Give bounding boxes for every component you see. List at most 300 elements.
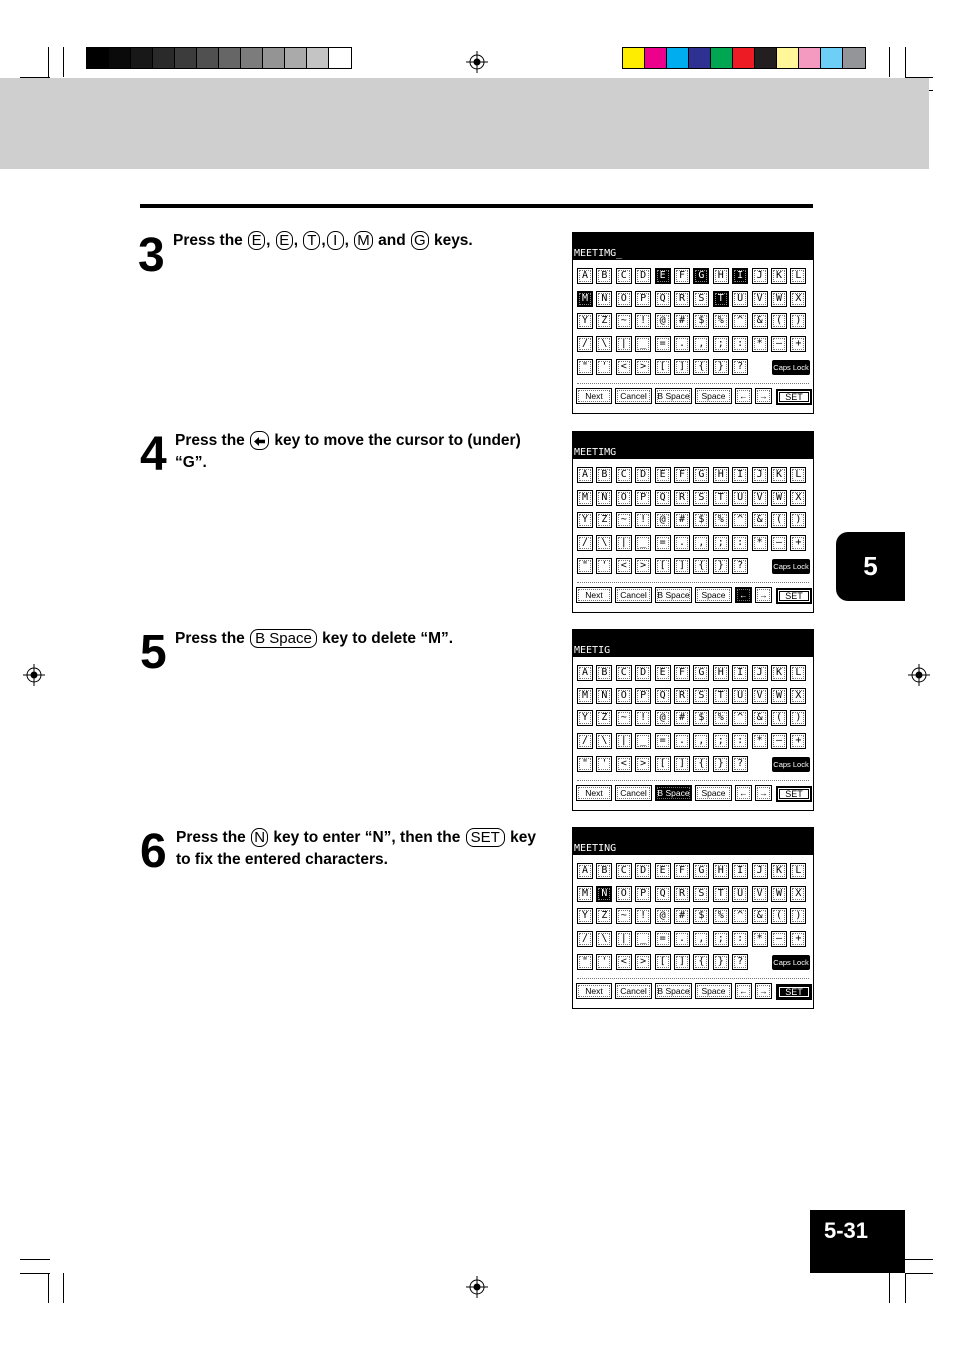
key-button[interactable]: Y: [577, 313, 593, 329]
key-button[interactable]: +: [790, 535, 806, 551]
key-button[interactable]: A: [577, 665, 593, 681]
step-number: 3: [138, 229, 163, 282]
entered-text: MEETIG: [574, 645, 611, 656]
next-button[interactable]: Next: [576, 587, 612, 603]
color-swatch: [799, 48, 821, 68]
key-button[interactable]: +: [790, 931, 806, 947]
key-button[interactable]: J: [752, 665, 768, 681]
key-button[interactable]: .: [674, 336, 690, 352]
key-button[interactable]: {: [693, 359, 709, 375]
key-button[interactable]: H: [713, 863, 729, 879]
key-button[interactable]: [: [655, 954, 671, 970]
set-button[interactable]: SET: [776, 389, 812, 405]
key-button[interactable]: P: [635, 688, 651, 704]
key-button[interactable]: >: [635, 558, 651, 574]
key-button[interactable]: >: [635, 756, 651, 772]
key-button[interactable]: }: [713, 359, 729, 375]
key-button[interactable]: —: [771, 336, 787, 352]
key-button[interactable]: {: [693, 558, 709, 574]
key-button[interactable]: H: [713, 665, 729, 681]
key-button[interactable]: ': [596, 558, 612, 574]
key-button[interactable]: ,: [693, 535, 709, 551]
key-button[interactable]: ': [596, 954, 612, 970]
key-button[interactable]: ;: [713, 535, 729, 551]
key-button[interactable]: $: [693, 710, 709, 726]
key-button[interactable]: W: [771, 490, 787, 506]
key-button[interactable]: D: [635, 665, 651, 681]
key-button[interactable]: ,: [693, 733, 709, 749]
gray-swatch: [131, 48, 153, 68]
key-button[interactable]: +: [790, 336, 806, 352]
key-button[interactable]: S: [693, 886, 709, 902]
b-space-button[interactable]: B Space: [655, 983, 692, 999]
key-button[interactable]: P: [635, 291, 651, 307]
key-button[interactable]: B: [596, 665, 612, 681]
key-button[interactable]: F: [674, 863, 690, 879]
key-button[interactable]: ~: [616, 710, 632, 726]
key-button[interactable]: .: [674, 931, 690, 947]
color-swatch: [777, 48, 799, 68]
cancel-button[interactable]: Cancel: [615, 983, 652, 999]
key-button[interactable]: F: [674, 467, 690, 483]
key-button[interactable]: &: [752, 908, 768, 924]
key-button[interactable]: {: [693, 954, 709, 970]
key-button[interactable]: O: [616, 291, 632, 307]
key-button[interactable]: ;: [713, 336, 729, 352]
key-button[interactable]: =: [655, 336, 671, 352]
key-button[interactable]: $: [693, 512, 709, 528]
key-button[interactable]: C: [616, 268, 632, 284]
key-button[interactable]: #: [674, 313, 690, 329]
key-button[interactable]: (: [771, 313, 787, 329]
b-space-button[interactable]: B Space: [655, 587, 692, 603]
left-arrow-button[interactable]: ←: [735, 587, 752, 603]
key-button[interactable]: T: [713, 688, 729, 704]
key-button[interactable]: /: [577, 535, 593, 551]
key-button[interactable]: %: [713, 512, 729, 528]
key-button[interactable]: +: [790, 733, 806, 749]
key-button[interactable]: &: [752, 512, 768, 528]
screen-step-4: [572, 431, 814, 613]
key-button[interactable]: \: [596, 535, 612, 551]
key-button[interactable]: ': [596, 756, 612, 772]
step-number: 6: [140, 825, 165, 878]
key-button[interactable]: A: [577, 268, 593, 284]
key-button[interactable]: @: [655, 512, 671, 528]
key-button[interactable]: ;: [713, 733, 729, 749]
key-button[interactable]: Q: [655, 490, 671, 506]
key-button[interactable]: #: [674, 908, 690, 924]
b-space-button[interactable]: B Space: [655, 785, 692, 801]
key-button[interactable]: Z: [596, 710, 612, 726]
key-button[interactable]: }: [713, 558, 729, 574]
key-button[interactable]: S: [693, 688, 709, 704]
key-button[interactable]: Y: [577, 908, 593, 924]
key-button[interactable]: ]: [674, 954, 690, 970]
key-button[interactable]: Q: [655, 688, 671, 704]
text: key to delete “M”.: [317, 630, 454, 647]
key-button[interactable]: |: [616, 931, 632, 947]
section-rule: [140, 204, 813, 208]
key-button[interactable]: J: [752, 467, 768, 483]
key-button[interactable]: V: [752, 886, 768, 902]
key-button[interactable]: ?: [732, 756, 748, 772]
caps-lock-button[interactable]: Caps Lock: [772, 757, 810, 772]
key-button[interactable]: _: [635, 535, 651, 551]
key-button[interactable]: ": [577, 558, 593, 574]
color-swatch: [821, 48, 843, 68]
key-button[interactable]: F: [674, 268, 690, 284]
text: Press the: [175, 432, 250, 449]
key-button[interactable]: <: [616, 954, 632, 970]
key-button[interactable]: (: [771, 908, 787, 924]
key-button[interactable]: G: [693, 268, 709, 284]
key-button[interactable]: _: [635, 931, 651, 947]
key-button[interactable]: &: [752, 710, 768, 726]
key-button[interactable]: }: [713, 954, 729, 970]
key-button[interactable]: %: [713, 908, 729, 924]
key-button[interactable]: Q: [655, 886, 671, 902]
key-button[interactable]: \: [596, 733, 612, 749]
key-button[interactable]: !: [635, 710, 651, 726]
screen-step-6: [572, 827, 814, 1009]
key-button[interactable]: M: [577, 291, 593, 307]
key-button[interactable]: ,: [693, 931, 709, 947]
key-button[interactable]: ): [790, 512, 806, 528]
key-button[interactable]: .: [674, 535, 690, 551]
left-arrow-button[interactable]: ←: [735, 983, 752, 999]
key-button[interactable]: Y: [577, 710, 593, 726]
cancel-button[interactable]: Cancel: [615, 388, 652, 404]
text: Press the: [176, 829, 251, 846]
key-button[interactable]: E: [655, 467, 671, 483]
caps-lock-button[interactable]: Caps Lock: [772, 955, 810, 970]
key-button[interactable]: J: [752, 268, 768, 284]
key-button[interactable]: /: [577, 931, 593, 947]
key-button[interactable]: *: [752, 733, 768, 749]
key-button[interactable]: ,: [693, 336, 709, 352]
caps-lock-button[interactable]: Caps Lock: [772, 559, 810, 574]
grayscale-bar: [86, 47, 352, 69]
text: ,: [293, 232, 303, 249]
key-button[interactable]: >: [635, 954, 651, 970]
color-swatch: [733, 48, 755, 68]
key-button[interactable]: U: [732, 291, 748, 307]
text: “G”.: [175, 454, 207, 471]
key-button[interactable]: =: [655, 931, 671, 947]
key-button[interactable]: $: [693, 313, 709, 329]
space-button[interactable]: Space: [695, 785, 732, 801]
key-button[interactable]: .: [674, 733, 690, 749]
key-button[interactable]: W: [771, 688, 787, 704]
key-button[interactable]: P: [635, 490, 651, 506]
key-button[interactable]: B: [596, 863, 612, 879]
text: key to enter “N”, then the: [269, 829, 465, 846]
key-button[interactable]: *: [752, 535, 768, 551]
key-button[interactable]: C: [616, 467, 632, 483]
key-button[interactable]: P: [635, 886, 651, 902]
key-button[interactable]: >: [635, 359, 651, 375]
key-button[interactable]: [: [655, 558, 671, 574]
input-display: [573, 828, 813, 855]
space-button[interactable]: Space: [695, 983, 732, 999]
key-button[interactable]: U: [732, 490, 748, 506]
key-button[interactable]: L: [790, 467, 806, 483]
key-button[interactable]: Y: [577, 512, 593, 528]
key-button[interactable]: U: [732, 886, 748, 902]
key-button[interactable]: ~: [616, 313, 632, 329]
key-button[interactable]: K: [771, 665, 787, 681]
key-button[interactable]: K: [771, 863, 787, 879]
key-button[interactable]: L: [790, 665, 806, 681]
key-button[interactable]: #: [674, 512, 690, 528]
key-button[interactable]: O: [616, 886, 632, 902]
key-button[interactable]: —: [771, 931, 787, 947]
key-button[interactable]: /: [577, 733, 593, 749]
key-button[interactable]: M: [577, 688, 593, 704]
gray-swatch: [109, 48, 131, 68]
key-button[interactable]: ": [577, 954, 593, 970]
key-button[interactable]: :: [732, 931, 748, 947]
key-button[interactable]: ^: [732, 710, 748, 726]
key-button[interactable]: ;: [713, 931, 729, 947]
key-set: SET: [466, 828, 505, 847]
key-button[interactable]: ~: [616, 512, 632, 528]
left-arrow-button[interactable]: ←: [735, 785, 752, 801]
key-button[interactable]: \: [596, 336, 612, 352]
key-button[interactable]: :: [732, 733, 748, 749]
entered-text: MEETING: [574, 843, 617, 854]
key-button[interactable]: L: [790, 863, 806, 879]
key-button[interactable]: M: [577, 886, 593, 902]
right-arrow-button[interactable]: →: [755, 587, 772, 603]
key-button[interactable]: \: [596, 931, 612, 947]
key-button[interactable]: /: [577, 336, 593, 352]
key-button[interactable]: ]: [674, 756, 690, 772]
key-n: N: [251, 828, 268, 847]
text: ,: [321, 232, 326, 249]
key-button[interactable]: Z: [596, 512, 612, 528]
key-button[interactable]: N: [596, 886, 612, 902]
key-button[interactable]: N: [596, 688, 612, 704]
key-button[interactable]: C: [616, 665, 632, 681]
step-3-text: [173, 230, 473, 252]
key-button[interactable]: X: [790, 886, 806, 902]
key-button[interactable]: S: [693, 490, 709, 506]
key-button[interactable]: D: [635, 467, 651, 483]
key-button[interactable]: ?: [732, 558, 748, 574]
key-button[interactable]: T: [713, 490, 729, 506]
key-button[interactable]: |: [616, 733, 632, 749]
key-button[interactable]: G: [693, 467, 709, 483]
key-button[interactable]: E: [655, 863, 671, 879]
gray-swatch: [307, 48, 329, 68]
key-button[interactable]: =: [655, 535, 671, 551]
set-button[interactable]: SET: [776, 984, 812, 1000]
key-button[interactable]: N: [596, 291, 612, 307]
key-button[interactable]: Z: [596, 908, 612, 924]
key-button[interactable]: _: [635, 733, 651, 749]
key-button[interactable]: ]: [674, 359, 690, 375]
key-button[interactable]: —: [771, 535, 787, 551]
key-button[interactable]: ): [790, 313, 806, 329]
key-button[interactable]: O: [616, 490, 632, 506]
divider: [577, 383, 809, 384]
key-button[interactable]: V: [752, 688, 768, 704]
key-button[interactable]: S: [693, 291, 709, 307]
key-button[interactable]: X: [790, 490, 806, 506]
gray-swatch: [219, 48, 241, 68]
key-button[interactable]: I: [732, 863, 748, 879]
key-button[interactable]: *: [752, 931, 768, 947]
key-button[interactable]: T: [713, 886, 729, 902]
key-button[interactable]: <: [616, 558, 632, 574]
key-button[interactable]: R: [674, 490, 690, 506]
left-arrow-icon: [250, 431, 269, 450]
left-arrow-button[interactable]: ←: [735, 388, 752, 404]
key-button[interactable]: W: [771, 886, 787, 902]
key-button[interactable]: G: [693, 665, 709, 681]
key-button[interactable]: !: [635, 512, 651, 528]
key-button[interactable]: *: [752, 336, 768, 352]
key-button[interactable]: |: [616, 336, 632, 352]
key-e: E: [276, 231, 293, 250]
caps-lock-button[interactable]: Caps Lock: [772, 360, 810, 375]
key-button[interactable]: Q: [655, 291, 671, 307]
key-button[interactable]: ?: [732, 359, 748, 375]
set-button[interactable]: SET: [776, 588, 812, 604]
key-button[interactable]: D: [635, 268, 651, 284]
space-button[interactable]: Space: [695, 388, 732, 404]
key-button[interactable]: —: [771, 733, 787, 749]
key-button[interactable]: K: [771, 467, 787, 483]
key-button[interactable]: :: [732, 535, 748, 551]
key-button[interactable]: N: [596, 490, 612, 506]
screen-step-5: [572, 629, 814, 811]
key-button[interactable]: D: [635, 863, 651, 879]
key-button[interactable]: X: [790, 291, 806, 307]
key-button[interactable]: $: [693, 908, 709, 924]
key-button[interactable]: #: [674, 710, 690, 726]
key-button[interactable]: @: [655, 313, 671, 329]
key-button[interactable]: [: [655, 359, 671, 375]
key-button[interactable]: A: [577, 467, 593, 483]
input-display: [573, 233, 813, 260]
key-button[interactable]: &: [752, 313, 768, 329]
key-button[interactable]: I: [732, 467, 748, 483]
right-arrow-button[interactable]: →: [755, 388, 772, 404]
key-button[interactable]: O: [616, 688, 632, 704]
key-button[interactable]: %: [713, 313, 729, 329]
key-button[interactable]: }: [713, 756, 729, 772]
key-button[interactable]: J: [752, 863, 768, 879]
text: Press the: [175, 630, 250, 647]
key-button[interactable]: _: [635, 336, 651, 352]
key-button[interactable]: ^: [732, 908, 748, 924]
key-button[interactable]: ): [790, 710, 806, 726]
key-button[interactable]: |: [616, 535, 632, 551]
key-button[interactable]: @: [655, 710, 671, 726]
key-button[interactable]: ?: [732, 954, 748, 970]
divider: [577, 978, 809, 979]
key-button[interactable]: U: [732, 688, 748, 704]
key-button[interactable]: =: [655, 733, 671, 749]
key-button[interactable]: ]: [674, 558, 690, 574]
key-button[interactable]: (: [771, 710, 787, 726]
cancel-button[interactable]: Cancel: [615, 587, 652, 603]
key-button[interactable]: <: [616, 756, 632, 772]
right-arrow-button[interactable]: →: [755, 785, 772, 801]
key-button[interactable]: L: [790, 268, 806, 284]
right-arrow-button[interactable]: →: [755, 983, 772, 999]
key-button[interactable]: R: [674, 291, 690, 307]
key-button[interactable]: I: [732, 665, 748, 681]
key-button[interactable]: T: [713, 291, 729, 307]
next-button[interactable]: Next: [576, 983, 612, 999]
gray-swatch: [175, 48, 197, 68]
key-button[interactable]: R: [674, 886, 690, 902]
key-button[interactable]: ): [790, 908, 806, 924]
key-button[interactable]: G: [693, 863, 709, 879]
registration-mark-icon: [466, 51, 488, 73]
key-button[interactable]: !: [635, 908, 651, 924]
key-button[interactable]: E: [655, 268, 671, 284]
key-button[interactable]: B: [596, 467, 612, 483]
key-button[interactable]: V: [752, 291, 768, 307]
key-button[interactable]: E: [655, 665, 671, 681]
step-number: 5: [140, 626, 165, 679]
key-button[interactable]: :: [732, 336, 748, 352]
key-button[interactable]: Z: [596, 313, 612, 329]
b-space-button[interactable]: B Space: [655, 388, 692, 404]
key-button[interactable]: M: [577, 490, 593, 506]
key-button[interactable]: !: [635, 313, 651, 329]
key-button[interactable]: H: [713, 467, 729, 483]
screen-step-3: [572, 232, 814, 414]
key-button[interactable]: @: [655, 908, 671, 924]
color-swatch: [667, 48, 689, 68]
key-button[interactable]: ': [596, 359, 612, 375]
key-button[interactable]: W: [771, 291, 787, 307]
key-button[interactable]: %: [713, 710, 729, 726]
key-button[interactable]: V: [752, 490, 768, 506]
key-button[interactable]: B: [596, 268, 612, 284]
key-button[interactable]: ": [577, 756, 593, 772]
key-button[interactable]: ": [577, 359, 593, 375]
key-button[interactable]: ^: [732, 313, 748, 329]
key-button[interactable]: ~: [616, 908, 632, 924]
key-button[interactable]: C: [616, 863, 632, 879]
key-button[interactable]: R: [674, 688, 690, 704]
next-button[interactable]: Next: [576, 785, 612, 801]
key-button[interactable]: ^: [732, 512, 748, 528]
space-button[interactable]: Space: [695, 587, 732, 603]
key-button[interactable]: (: [771, 512, 787, 528]
key-button[interactable]: H: [713, 268, 729, 284]
next-button[interactable]: Next: [576, 388, 612, 404]
key-button[interactable]: [: [655, 756, 671, 772]
key-button[interactable]: {: [693, 756, 709, 772]
key-button[interactable]: <: [616, 359, 632, 375]
cancel-button[interactable]: Cancel: [615, 785, 652, 801]
key-button[interactable]: I: [732, 268, 748, 284]
set-button[interactable]: SET: [776, 786, 812, 802]
key-button[interactable]: K: [771, 268, 787, 284]
key-button[interactable]: A: [577, 863, 593, 879]
key-button[interactable]: X: [790, 688, 806, 704]
color-swatch: [843, 48, 865, 68]
key-button[interactable]: F: [674, 665, 690, 681]
